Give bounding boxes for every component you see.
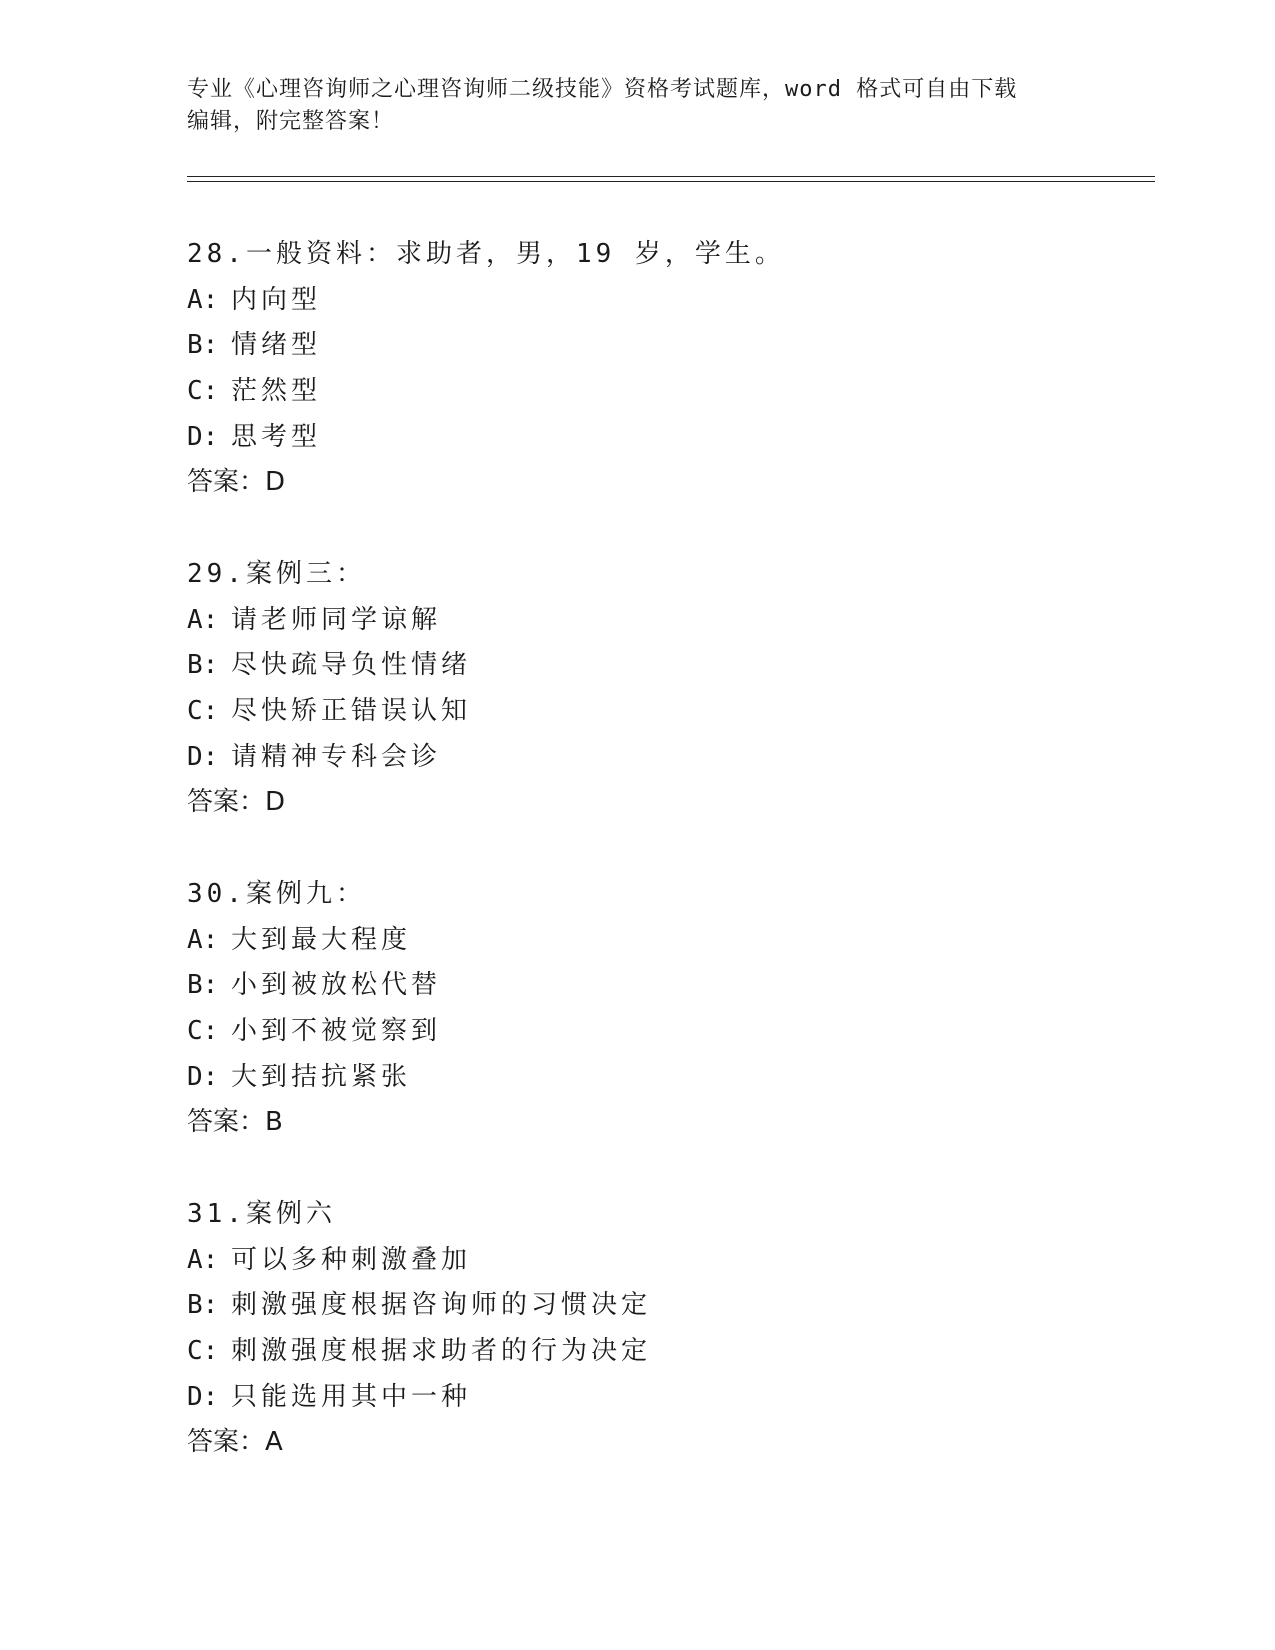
option-text: 尽快疏导负性情绪 bbox=[231, 650, 472, 681]
option-letter: B: bbox=[187, 970, 219, 1001]
header-line-2: 编辑，附完整答案！ bbox=[187, 109, 395, 134]
document-header bbox=[187, 74, 1087, 138]
question-title: 31.案例六 bbox=[187, 1199, 336, 1229]
option-a bbox=[187, 598, 1147, 644]
option-letter: B: bbox=[187, 1290, 219, 1321]
option-text: 茫然型 bbox=[231, 376, 322, 407]
option-b bbox=[187, 963, 1147, 1009]
question-block bbox=[187, 872, 1147, 1146]
option-text: 只能选用其中一种 bbox=[231, 1381, 472, 1412]
option-text: 大到最大程度 bbox=[231, 924, 412, 955]
option-letter: D: bbox=[187, 741, 219, 772]
question-block bbox=[187, 552, 1147, 826]
option-text: 刺激强度根据咨询师的习惯决定 bbox=[231, 1290, 652, 1321]
answer-line: 答案：B bbox=[187, 1107, 283, 1138]
option-text: 大到拮抗紧张 bbox=[231, 1061, 412, 1092]
question-title: 30.案例九： bbox=[187, 879, 366, 909]
option-text: 可以多种刺激叠加 bbox=[231, 1244, 472, 1275]
option-letter: D: bbox=[187, 1381, 219, 1412]
option-a bbox=[187, 918, 1147, 964]
option-letter: D: bbox=[187, 1061, 219, 1092]
option-text: 请老师同学谅解 bbox=[231, 604, 442, 635]
option-letter: C: bbox=[187, 1336, 219, 1367]
question-block bbox=[187, 1192, 1147, 1466]
answer-line: 答案：D bbox=[187, 467, 286, 498]
option-letter: B: bbox=[187, 330, 219, 361]
option-letter: D: bbox=[187, 421, 219, 452]
question-block bbox=[187, 232, 1147, 506]
option-c bbox=[187, 1329, 1147, 1375]
header-line-1: 专业《心理咨询师之心理咨询师二级技能》资格考试题库，word 格式可自由下载 bbox=[187, 77, 1018, 102]
header-divider-top bbox=[187, 176, 1155, 177]
option-letter: A: bbox=[187, 604, 219, 635]
option-letter: C: bbox=[187, 696, 219, 727]
option-c bbox=[187, 1009, 1147, 1055]
header-divider-bottom bbox=[187, 181, 1155, 182]
option-letter: A: bbox=[187, 1244, 219, 1275]
option-b bbox=[187, 323, 1147, 369]
answer-line: 答案：D bbox=[187, 787, 286, 818]
option-text: 思考型 bbox=[231, 421, 322, 452]
option-letter: B: bbox=[187, 650, 219, 681]
option-text: 刺激强度根据求助者的行为决定 bbox=[231, 1336, 652, 1367]
option-a bbox=[187, 278, 1147, 324]
option-letter: C: bbox=[187, 376, 219, 407]
question-title: 28.一般资料：求助者，男，19 岁，学生。 bbox=[187, 239, 785, 269]
option-b bbox=[187, 1283, 1147, 1329]
question-title: 29.案例三： bbox=[187, 559, 366, 589]
answer-line: 答案：A bbox=[187, 1427, 283, 1458]
option-d bbox=[187, 415, 1147, 461]
option-text: 尽快矫正错误认知 bbox=[231, 696, 472, 727]
option-text: 小到被放松代替 bbox=[231, 970, 442, 1001]
option-letter: A: bbox=[187, 284, 219, 315]
option-letter: C: bbox=[187, 1016, 219, 1047]
option-d bbox=[187, 1055, 1147, 1101]
option-text: 小到不被觉察到 bbox=[231, 1016, 442, 1047]
option-text: 请精神专科会诊 bbox=[231, 741, 442, 772]
option-d bbox=[187, 1375, 1147, 1421]
option-c bbox=[187, 689, 1147, 735]
option-letter: A: bbox=[187, 924, 219, 955]
option-a bbox=[187, 1238, 1147, 1284]
option-c bbox=[187, 369, 1147, 415]
option-text: 内向型 bbox=[231, 284, 322, 315]
option-b bbox=[187, 643, 1147, 689]
option-text: 情绪型 bbox=[231, 330, 322, 361]
option-d bbox=[187, 735, 1147, 781]
